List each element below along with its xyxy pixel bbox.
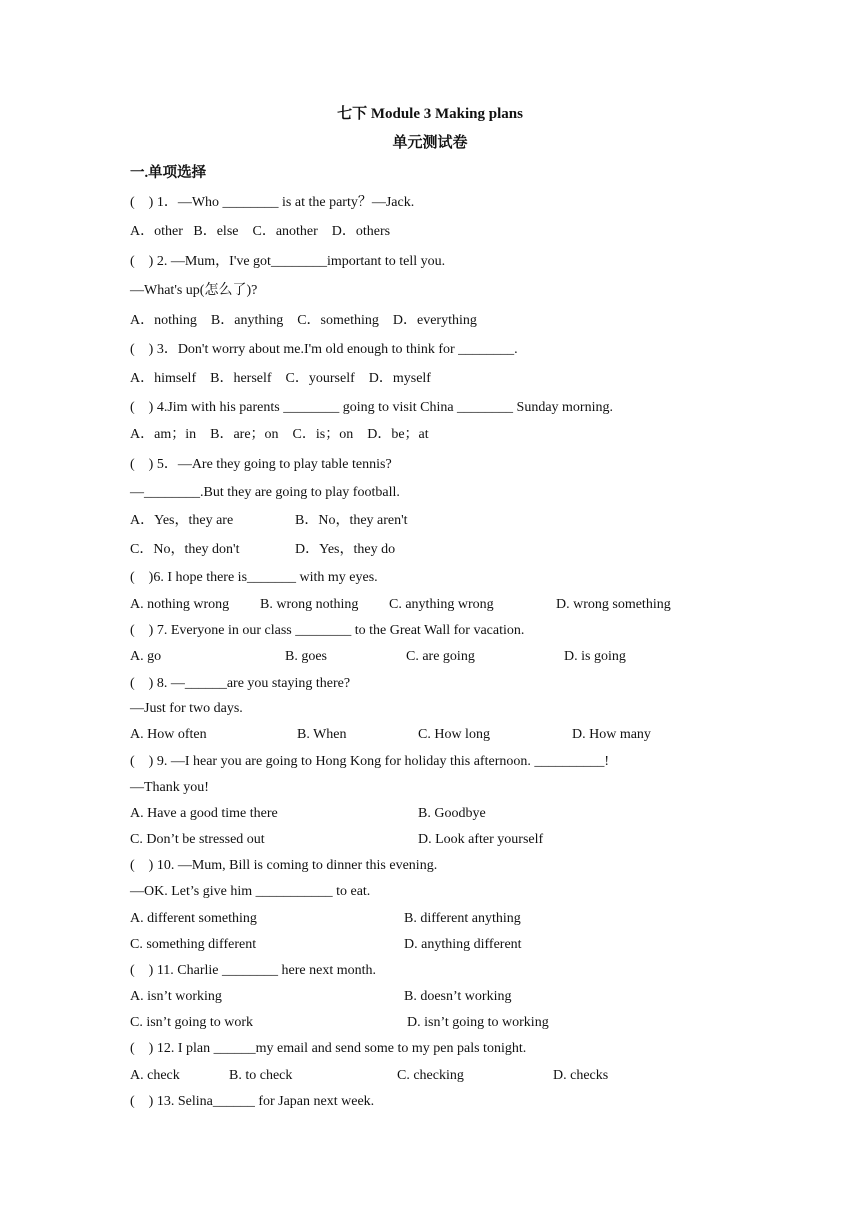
question-12-option-c: C. checking (397, 1068, 464, 1083)
question-12-option-d: D. checks (553, 1068, 609, 1083)
question-5-option-b: B．No，they aren't (295, 513, 408, 528)
question-7-stem: ( ) 7. Everyone in our class ________ to the Great Wall for vacation. (130, 623, 525, 638)
question-7-option-c: C. are going (406, 649, 475, 664)
question-8-reply: —Just for two days. (130, 701, 243, 716)
question-5-reply: —________.But they are going to play football. (130, 485, 400, 500)
question-12-option-b: B. to check (229, 1068, 293, 1083)
question-8-option-a: A. How often (130, 727, 207, 742)
question-11-option-d: D. isn’t going to working (407, 1015, 549, 1030)
question-2-stem: ( ) 2. —Mum，I've got________important to tell you. (130, 254, 446, 269)
question-1-stem: ( ) 1．—Who ________ is at the party？—Jack. (130, 195, 415, 210)
question-3-options: A．himself B．herself C．yourself D．myself (130, 371, 431, 386)
document-subtitle: 单元测试卷 (392, 135, 468, 151)
question-10-reply: —OK. Let’s give him ___________ to eat. (130, 884, 371, 899)
question-2-options: A．nothing B．anything C．something D．everything (130, 313, 477, 328)
section-heading: 一.单项选择 (130, 165, 207, 181)
question-7-option-b: B. goes (285, 649, 327, 664)
question-1-options: A．other B．else C．another D．others (130, 224, 391, 239)
question-6-option-b: B. wrong nothing (260, 597, 359, 612)
question-6-option-c: C. anything wrong (389, 597, 494, 612)
question-9-option-a: A. Have a good time there (130, 806, 278, 821)
document-title: 七下 Module 3 Making plans (337, 106, 523, 122)
question-9-option-d: D. Look after yourself (418, 832, 544, 847)
question-10-option-b: B. different anything (404, 911, 521, 926)
question-10-stem: ( ) 10. —Mum, Bill is coming to dinner this evening. (130, 858, 438, 873)
question-5-option-c: C．No，they don't (130, 542, 240, 557)
question-4-stem: ( ) 4.Jim with his parents ________ going to visit China ________ Sunday morning. (130, 400, 613, 415)
question-12-stem: ( ) 12. I plan ______my email and send some to my pen pals tonight. (130, 1041, 527, 1056)
question-2-reply: —What's up(怎么了)? (130, 283, 258, 298)
question-9-option-b: B. Goodbye (418, 806, 486, 821)
question-8-option-c: C. How long (418, 727, 490, 742)
question-7-option-d: D. is going (564, 649, 626, 664)
question-9-reply: —Thank you! (130, 780, 209, 795)
question-11-stem: ( ) 11. Charlie ________ here next month. (130, 963, 376, 978)
question-7-option-a: A. go (130, 649, 162, 664)
question-9-option-c: C. Don’t be stressed out (130, 832, 265, 847)
question-8-stem: ( ) 8. —______are you staying there? (130, 676, 351, 691)
question-3-stem: ( ) 3．Don't worry about me.I'm old enough to think for ________. (130, 342, 518, 357)
question-13-stem: ( ) 13. Selina______ for Japan next week. (130, 1094, 375, 1109)
question-9-stem: ( ) 9. —I hear you are going to Hong Kong for holiday this afternoon. __________! (130, 754, 610, 769)
question-6-option-a: A. nothing wrong (130, 597, 230, 612)
question-5-stem: ( ) 5．—Are they going to play table tennis? (130, 457, 392, 472)
question-11-option-c: C. isn’t going to work (130, 1015, 254, 1030)
question-11-option-a: A. isn’t working (130, 989, 222, 1004)
question-10-option-c: C. something different (130, 937, 257, 952)
question-5-option-d: D．Yes，they do (295, 542, 396, 557)
question-4-options: A．am；in B．are；on C．is；on D．be；at (130, 427, 429, 442)
question-5-option-a: A．Yes，they are (130, 513, 234, 528)
question-10-option-d: D. anything different (404, 937, 522, 952)
question-12-option-a: A. check (130, 1068, 180, 1083)
question-10-option-a: A. different something (130, 911, 257, 926)
question-8-option-b: B. When (297, 727, 347, 742)
question-11-option-b: B. doesn’t working (404, 989, 512, 1004)
question-6-option-d: D. wrong something (556, 597, 671, 612)
question-8-option-d: D. How many (572, 727, 651, 742)
question-6-stem: ( )6. I hope there is_______ with my eyes. (130, 570, 378, 585)
